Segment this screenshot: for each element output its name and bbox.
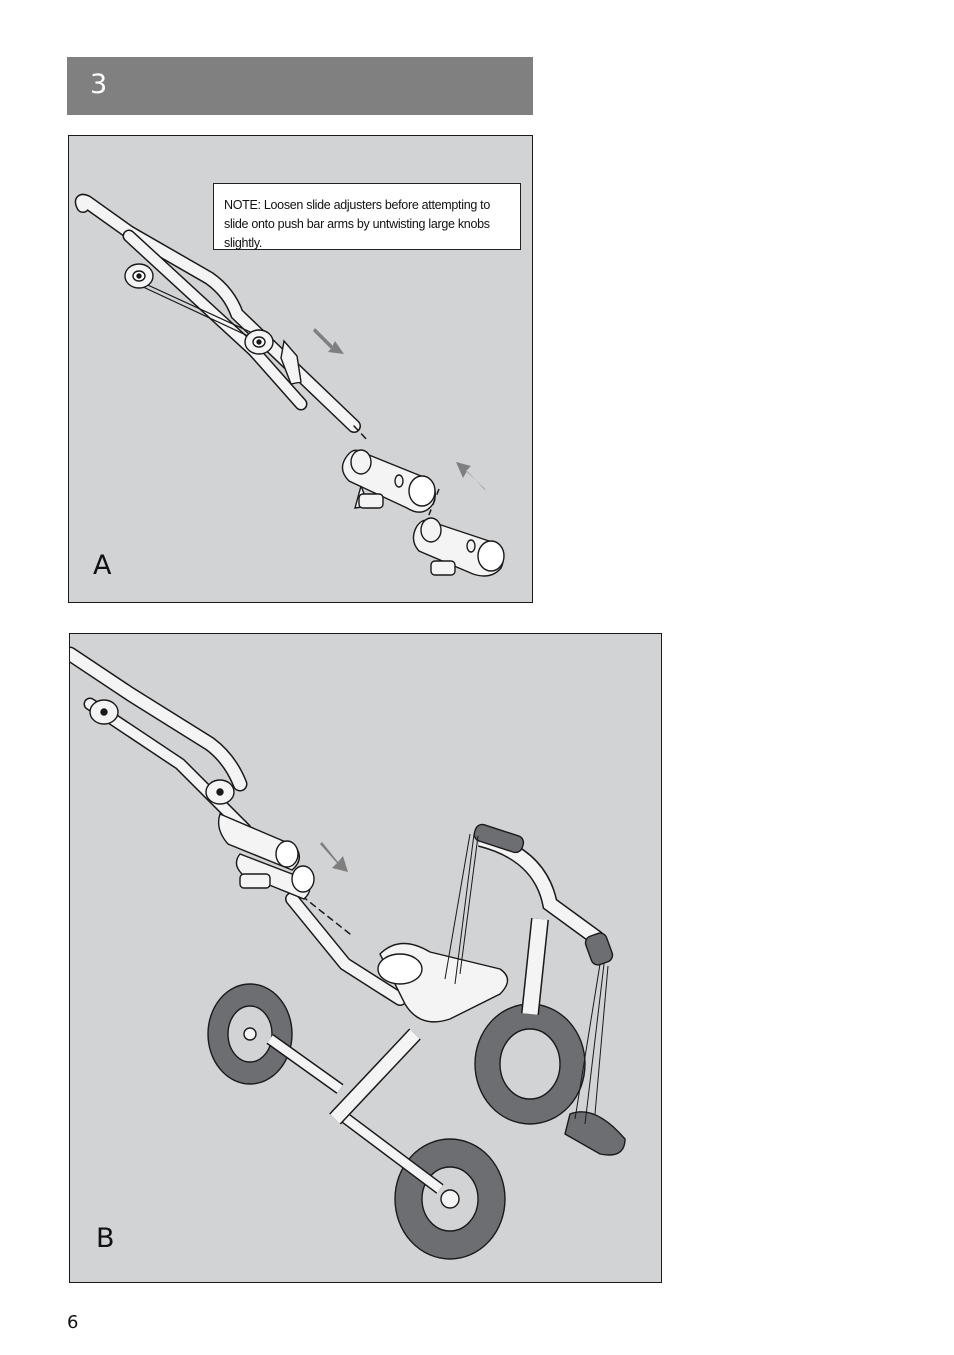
illustration-panel-b — [69, 633, 662, 1283]
slide-adjuster-lower — [413, 518, 504, 576]
knob-upper — [125, 264, 153, 288]
note-box: NOTE: Loosen slide adjusters before attempting to slide onto push bar arms by untwisting large knobs slightly. — [213, 183, 521, 250]
arrow-icon — [456, 462, 486, 491]
slide-adjuster-upper — [342, 450, 435, 512]
slide-adjusters — [219, 814, 314, 899]
step-header — [67, 57, 533, 115]
arrow-icon — [320, 842, 348, 872]
tricycle — [208, 823, 625, 1259]
panel-letter-b: B — [96, 1223, 115, 1254]
step-number: 3 — [90, 69, 108, 100]
page-number: 6 — [67, 1312, 79, 1333]
tricycle-assembly-illustration — [70, 634, 662, 1283]
panel-letter-a: A — [93, 550, 112, 581]
arrow-icon — [313, 328, 344, 354]
illustration-panel-a — [68, 135, 533, 603]
